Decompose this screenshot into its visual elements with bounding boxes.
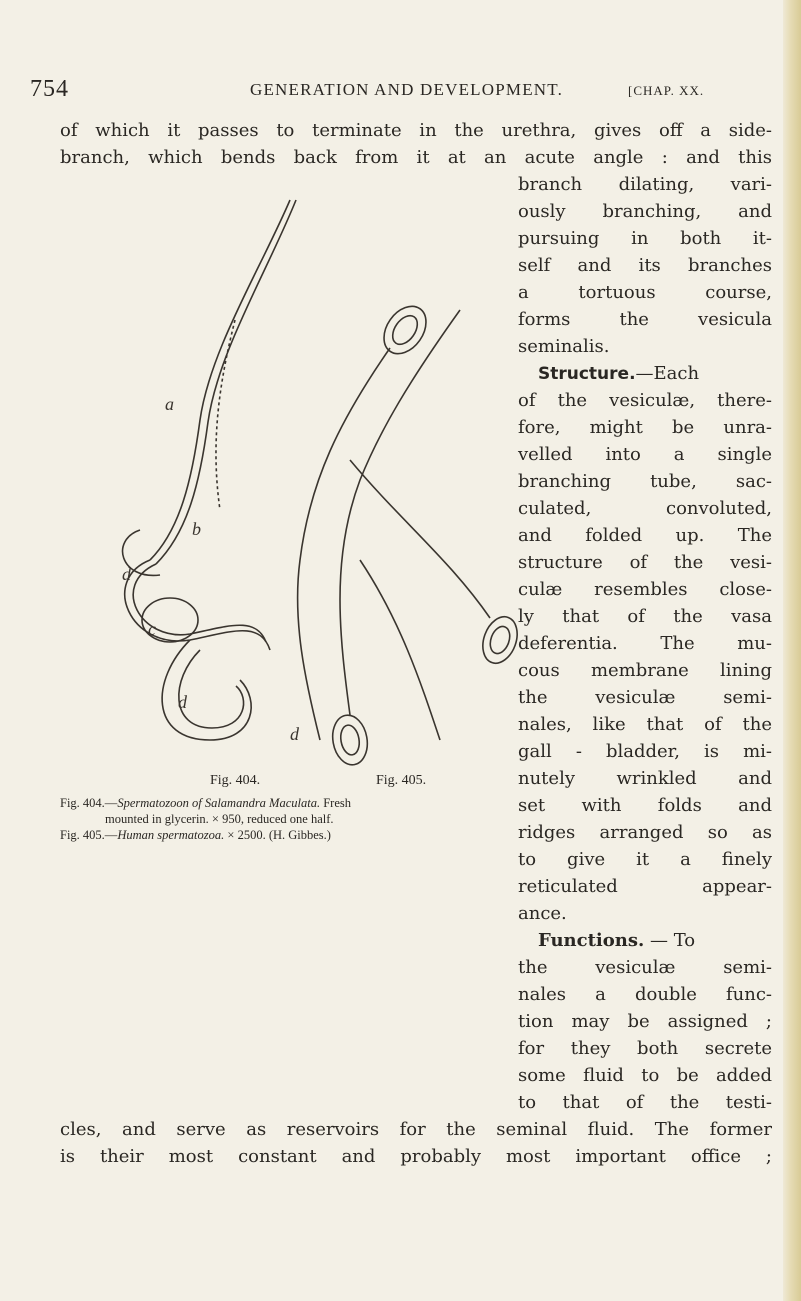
- letter-d-lower: d: [290, 724, 299, 744]
- human-spermatozoa-illustration: [298, 298, 520, 767]
- text-line: branching tube, sac-: [518, 471, 772, 492]
- text-line: of which it passes to terminate in the urethra, gives off a side-: [60, 120, 772, 141]
- text-line: forms the vesicula: [518, 309, 772, 330]
- caption-404: [60, 796, 351, 811]
- figure-letters: [122, 394, 300, 744]
- caption-404-prefix: Fig. 404.—: [60, 796, 118, 810]
- text-fragment: — To: [644, 930, 696, 951]
- text-line: set with folds and: [518, 795, 772, 816]
- text-line: velled into a single: [518, 444, 772, 465]
- letter-b: b: [192, 519, 201, 539]
- text-line: self and its branches: [518, 255, 772, 276]
- text-line: to that of the testi-: [518, 1092, 772, 1113]
- letter-a: a: [165, 394, 174, 414]
- text-line: branch dilating, vari-: [518, 174, 772, 195]
- structure-line: [538, 361, 699, 387]
- text-line: nales a double func-: [518, 984, 772, 1005]
- text-line: seminalis.: [518, 336, 610, 357]
- running-head: GENERATION AND DEVELOPMENT.: [250, 80, 564, 99]
- text-line: structure of the vesi-: [518, 552, 772, 573]
- text-line: ance.: [518, 903, 567, 924]
- caption-405-prefix: Fig. 405.—: [60, 828, 118, 842]
- text-line: culated, convoluted,: [518, 498, 772, 519]
- structure-heading: Structure.: [538, 364, 636, 384]
- text-line: deferentia. The mu-: [518, 633, 772, 654]
- text-line: nales, like that of the: [518, 714, 772, 735]
- text-line: of the vesiculæ, there-: [518, 390, 772, 411]
- text-line: the vesiculæ semi-: [518, 687, 772, 708]
- caption-404-italic: Spermatozoon of Salamandra Maculata.: [117, 796, 321, 810]
- text-line: pursuing in both it-: [518, 228, 772, 249]
- caption-405-suffix: × 2500. (H. Gibbes.): [224, 828, 331, 842]
- text-line: fore, might be unra-: [518, 417, 772, 438]
- text-line: branch, which bends back from it at an acute angle : and this: [60, 147, 772, 168]
- text-line: ridges arranged so as: [518, 822, 772, 843]
- letter-d-middle: d: [178, 692, 187, 712]
- text-line: nutely wrinkled and: [518, 768, 772, 789]
- page-number: 754: [30, 76, 69, 102]
- spermatozoa-figure: [60, 180, 520, 770]
- text-line: the vesiculæ semi-: [518, 957, 772, 978]
- text-line: ously branching, and: [518, 201, 772, 222]
- fig-405-label: Fig. 405.: [376, 773, 427, 788]
- text-line: cous membrane lining: [518, 660, 772, 681]
- fig-404-label: Fig. 404.: [210, 773, 261, 788]
- text-line: gall - bladder, is mi-: [518, 741, 772, 762]
- text-line: culæ resembles close-: [518, 579, 772, 600]
- text-line: ly that of the vasa: [518, 606, 772, 627]
- text-line: reticulated appear-: [518, 876, 772, 897]
- functions-heading: Functions.: [538, 930, 645, 951]
- text-line: tion may be assigned ;: [518, 1011, 772, 1032]
- text-fragment: —Each: [635, 363, 700, 384]
- letter-c: c: [148, 619, 156, 639]
- letter-d-upper: d: [122, 564, 131, 584]
- text-line: some fluid to be added: [518, 1065, 772, 1086]
- chapter-label: [CHAP. XX.: [628, 83, 705, 98]
- text-line: and folded up. The: [518, 525, 772, 546]
- caption-405-italic: Human spermatozoa.: [117, 828, 225, 842]
- text-line: for they both secrete: [518, 1038, 772, 1059]
- text-line: a tortuous course,: [518, 282, 772, 303]
- functions-line: [538, 928, 695, 954]
- text-line: to give it a finely: [518, 849, 772, 870]
- text-line: is their most constant and probably most important office ;: [60, 1146, 772, 1167]
- caption-404-line2: mounted in glycerin. × 950, reduced one half.: [105, 812, 334, 826]
- salamander-spermatozoon-illustration: [123, 200, 296, 740]
- text-line: cles, and serve as reservoirs for the seminal fluid. The former: [60, 1119, 772, 1140]
- caption-404-suffix: Fresh: [320, 796, 351, 810]
- page-edge: [783, 0, 801, 1301]
- caption-405: [60, 828, 331, 843]
